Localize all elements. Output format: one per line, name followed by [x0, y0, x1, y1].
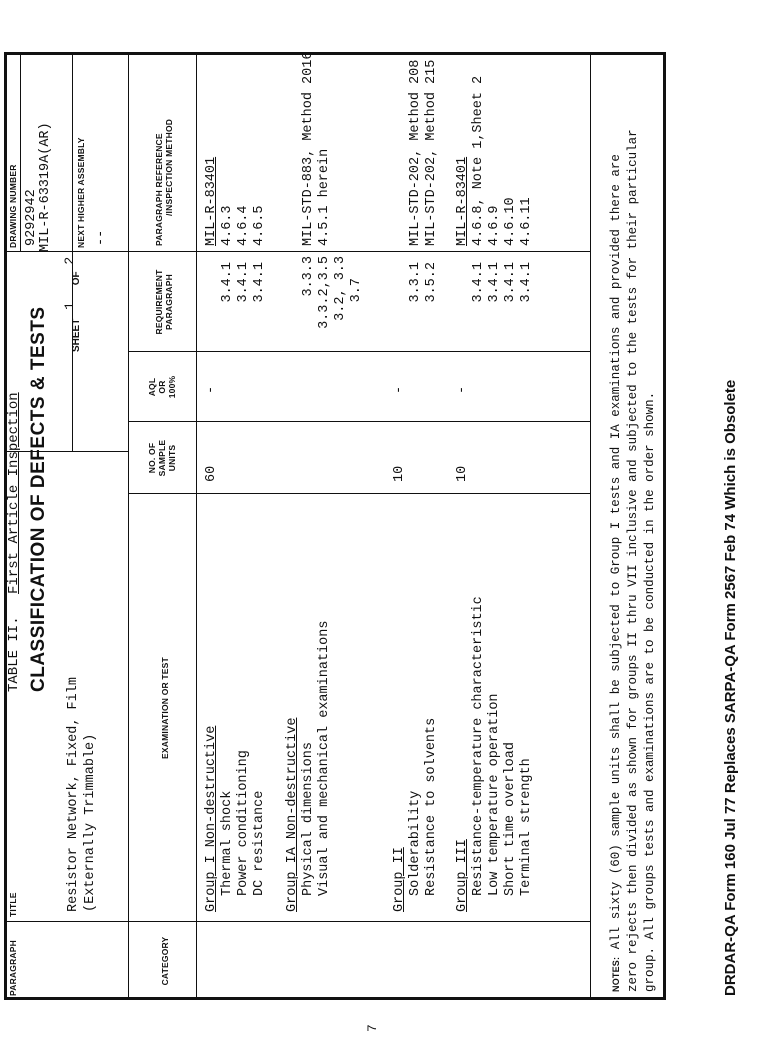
group-1-name: Group I Non-destructive	[204, 725, 219, 912]
group-3	[455, 596, 535, 912]
sheet-info	[62, 256, 83, 352]
group-3-test-1-req: 3.4.1	[471, 262, 486, 303]
group-2	[392, 718, 440, 912]
group-1-test-2-name: Power conditioning	[236, 750, 251, 896]
group-1-test-3-name: DC resistance	[252, 790, 267, 896]
group-1a-req	[301, 256, 365, 352]
col-aql-line-3: 100%	[167, 375, 177, 399]
group-1-req	[220, 262, 268, 352]
notes-line-1: All sixty (60) sample units shall be subjected to Group I tests and IA examinations and provided there are	[609, 154, 623, 950]
notes-label: NOTES:	[611, 956, 621, 992]
group-1-ref	[204, 157, 268, 246]
col-aql-line-1: AQL	[147, 377, 157, 397]
group-2-test-1-ref: MIL-STD-202, Method 208	[408, 59, 423, 246]
group-3-ref	[455, 76, 535, 246]
group-2-test-2-req: 3.5.2	[424, 262, 439, 303]
title-line-2: (Externally Trimmable)	[83, 733, 98, 912]
group-3-test-4-name: Terminal strength	[519, 758, 534, 896]
group-2-samples: 10	[392, 465, 407, 482]
col-examination: EXAMINATION OR TEST	[160, 657, 170, 759]
col-requirement-line-2: PARAGRAPH	[164, 274, 174, 330]
form-table	[4, 52, 666, 1000]
group-1a-test-1-name: Physical dimensions	[301, 742, 316, 896]
group-1a-test-2-req: 3.3.2,3.5	[317, 256, 332, 329]
group-1a-req-extra-2: 3.7	[349, 278, 364, 303]
group-1a-test-1-ref: MIL-STD-883, Method 2016	[301, 51, 316, 246]
group-2-test-1-req: 3.3.1	[408, 262, 423, 303]
sheet-label: SHEET	[71, 318, 82, 352]
col-samples-line-3: UNITS	[167, 444, 177, 472]
group-3-test-3-ref: 4.6.10	[503, 197, 518, 246]
col-aql	[147, 352, 177, 422]
col-reference	[154, 119, 174, 246]
col-requirement	[154, 252, 174, 352]
spec-number: MIL-R-63319A(AR)	[38, 122, 53, 252]
next-higher-assembly-value: --	[94, 229, 109, 246]
group-1-test-3-req: 3.4.1	[252, 262, 267, 303]
group-2-test-1-name: Solderability	[408, 790, 423, 896]
paragraph-label: PARAGRAPH	[8, 940, 18, 996]
next-higher-assembly-label: NEXT HIGHER ASSEMBLY	[76, 137, 86, 248]
group-2-test-2-ref: MIL-STD-202, Method 215	[424, 59, 439, 246]
group-3-test-2-req: 3.4.1	[487, 262, 502, 303]
group-3-test-2-name: Low temperature operation	[487, 693, 502, 896]
group-2-aql: -	[392, 385, 407, 394]
group-3-test-1-ref: 4.6.8, Note 1,Sheet 2	[471, 75, 486, 246]
group-2-test-2-name: Resistance to solvents	[424, 717, 439, 896]
group-1a-test-2-name: Visual and mechanical examinations	[317, 620, 332, 896]
drawing-number: 9292942	[24, 189, 39, 246]
group-1-test-2-req: 3.4.1	[236, 262, 251, 303]
group-1a-test-2-ref: 4.5.1 herein	[317, 148, 332, 246]
group-3-samples: 10	[455, 465, 470, 482]
group-1-test-1-name: Thermal shock	[220, 790, 235, 896]
col-samples-line-2: SAMPLE	[157, 439, 167, 477]
page-number: 7	[365, 1024, 380, 1032]
group-3-aql: -	[455, 385, 470, 394]
drawing-number-label: DRAWING NUMBER	[8, 164, 18, 248]
group-1-test-1-ref: 4.6.3	[220, 205, 235, 246]
group-3-test-2-ref: 4.6.9	[487, 205, 502, 246]
group-1a-test-1-req: 3.3.3	[301, 256, 316, 297]
group-3-name: Group III	[455, 839, 470, 912]
group-3-test-3-req: 3.4.1	[503, 262, 518, 303]
group-1	[204, 726, 268, 912]
group-2-name: Group II	[392, 847, 407, 912]
group-3-test-4-req: 3.4.1	[519, 262, 534, 303]
group-1-ref-header: MIL-R-83401	[204, 156, 219, 246]
group-3-test-3-name: Short time overload	[503, 742, 518, 896]
sheet-total: 2	[62, 256, 77, 265]
col-category: CATEGORY	[160, 936, 170, 986]
group-3-ref-header: MIL-R-83401	[455, 156, 470, 246]
caption-prefix: TABLE II.	[6, 616, 22, 692]
group-1-aql: -	[204, 385, 219, 394]
of-label: OF	[71, 271, 82, 286]
form-title: CLASSIFICATION OF DEFECTS & TESTS	[28, 306, 49, 692]
group-3-test-1-name: Resistance-temperature characteristic	[471, 596, 486, 896]
col-requirement-line-1: REQUIREMENT	[154, 269, 164, 335]
group-1a-ref	[301, 52, 333, 246]
group-1a-req-extra-1: 3.2, 3.3	[333, 256, 348, 321]
group-2-req	[408, 262, 440, 352]
col-reference-line-1: PARAGRAPH REFERENCE	[154, 133, 164, 246]
caption-title: First Article Inspection	[6, 392, 22, 594]
group-1a	[285, 621, 333, 912]
group-1-samples: 60	[204, 465, 219, 482]
col-samples	[147, 422, 177, 494]
col-aql-line-2: OR	[157, 380, 167, 394]
title-label: TITLE	[8, 892, 18, 917]
col-samples-line-1: NO. OF	[147, 442, 157, 474]
col-reference-line-2: /INSPECTION METHOD	[164, 118, 174, 216]
title-line-1: Resistor Network, Fixed, Film	[66, 677, 81, 912]
group-3-test-4-ref: 4.6.11	[519, 197, 534, 246]
group-1-test-1-req: 3.4.1	[220, 262, 235, 303]
group-1a-name: Group IA Non-destructive	[285, 717, 300, 912]
sheet-number: 1	[62, 302, 77, 310]
group-1-test-2-ref: 4.6.4	[236, 205, 251, 246]
notes-line-2: zero rejects then divided as shown for groups II thru VII inclusive and subjected to the tests for their particular	[626, 129, 640, 992]
notes-line-3: group. All groups tests and examinations are to be conducted in the order shown.	[643, 391, 657, 992]
footer-form-id: DRDAR-QA Form 160 Jul 77 Replaces SARPA-QA Form 2567 Feb 74 Which is Obsolete	[722, 379, 739, 996]
group-1-test-3-ref: 4.6.5	[252, 205, 267, 246]
notes	[608, 129, 659, 992]
group-3-req	[471, 262, 535, 352]
group-2-ref	[408, 60, 440, 246]
